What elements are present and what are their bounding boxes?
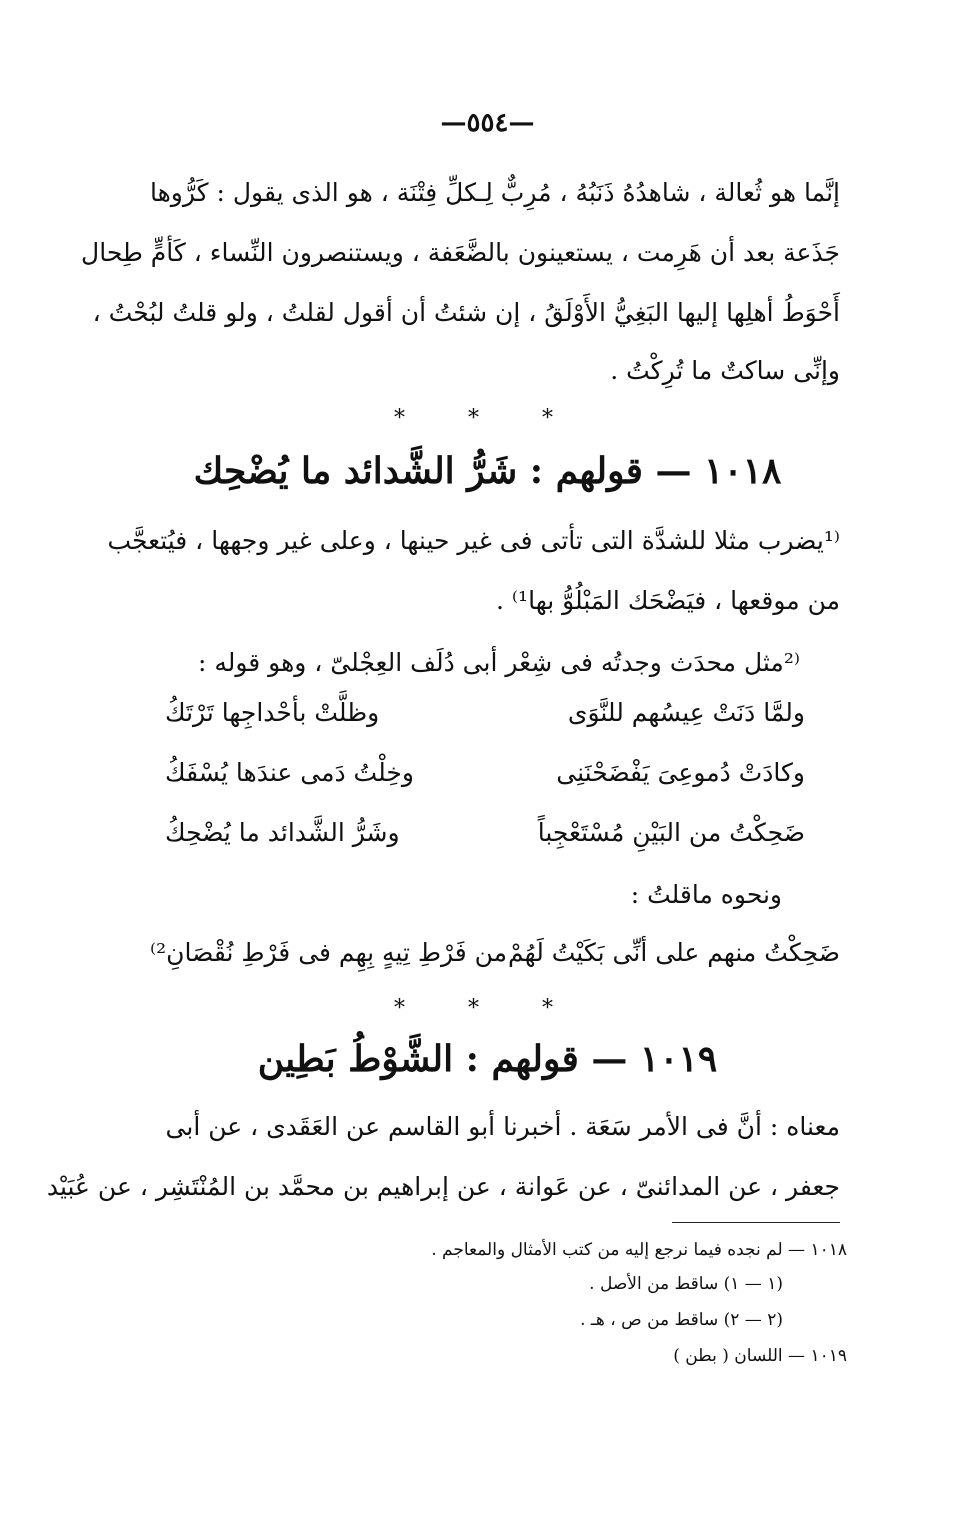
verse-second-hemistich: وخِلْتُ دَمى عندَها يُسْفَكُ xyxy=(165,758,414,787)
page-number: —٥٥٤— xyxy=(440,108,535,138)
text-line: جَذَعة بعد أن هَرِمت ، يستعينون بالضَّعَفة ، ويستنصرون النِّساء ، كَأمٍّ طِحال xyxy=(81,238,840,267)
footnote: ١٠١٨ — لم نجده فيما نرجع إليه من كتب الأمثال والمعاجم . xyxy=(431,1240,847,1260)
text-line: إنَّما هو ثُعالة ، شاهدُهُ ذَنَبُهُ ، مُرِبٌّ لِـكلِّ فِتْنَة ، هو الذى يقول : كَرُّوها xyxy=(149,178,840,207)
text-line: ⁽¹يضرب مثلا للشدَّة التى تأتى فى غير حينها ، وعلى غير وجهها ، فيُتعجَّب xyxy=(107,526,840,555)
text-line: ونحوه ماقلتُ : xyxy=(630,880,782,909)
intro-paragraph xyxy=(81,178,840,398)
verse-second-hemistich: وظلَّتْ بأحْداجِها تَرْتَكُ xyxy=(165,698,380,727)
verse-row xyxy=(165,818,805,862)
text-line: أَحْوَطُ أهلِها إليها البَغِيُّ الأَوْلَقُ ، إن شئتُ أن أقول لقلتُ ، ولو قلتُ لبُحْتُ ، xyxy=(92,298,840,327)
section-separator: * * * xyxy=(394,996,581,1021)
verse-first-hemistich: ولمَّا دَنَتْ عِيسُهم للنَّوَى xyxy=(567,698,805,727)
verse-first-hemistich: ضَحِكْتُ من البَيْنِ مُسْتَعْجِباً xyxy=(537,818,805,847)
section-1018-intro-line xyxy=(148,648,840,688)
footnote: (١ — ١) ساقط من الأصل . xyxy=(589,1274,783,1294)
text-line: معناه : أنَّ فى الأمر سَعَة . أخبرنا أبو القاسم عن العَقَدى ، عن أبى xyxy=(165,1112,840,1141)
verse-row-last xyxy=(150,938,840,982)
section-heading-1018: ١٠١٨ — قولهم : شَرُّ الشَّدائد ما يُضْحِك xyxy=(193,450,782,492)
footnote: ١٠١٩ — اللسان ( بطن ) xyxy=(673,1346,847,1366)
verse-second-hemistich: من فَرْطِ تِيهٍ بِهِم فى فَرْطِ نُقْصَانِ²⁾ xyxy=(150,938,508,967)
text-line: ⁽²مثل محدَث وجدتُه فى شِعْر أبى دُلَف العِجْلىّ ، وهو قوله : xyxy=(197,648,800,677)
similar-label xyxy=(148,880,840,920)
verse-first-hemistich: ضَحِكْتُ منهم على أنِّى بَكَيْتُ لَهُمْ xyxy=(508,938,840,967)
text-line: من موقعها ، فيَضْحَك المَبْلُوُّ بها¹⁾ . xyxy=(496,586,840,615)
verse-first-hemistich: وكادَتْ دُموعِىَ يَفْضَحْنَنِى xyxy=(556,758,805,787)
section-separator: * * * xyxy=(394,406,581,431)
text-line: وإنِّى ساكتٌ ما تُرِكْتُ . xyxy=(610,356,840,385)
verse-second-hemistich: وشَرُّ الشَّدائد ما يُضْحِكُ xyxy=(165,818,400,847)
verse-row xyxy=(165,698,805,742)
section-1018-description xyxy=(107,526,840,626)
verse-row xyxy=(165,758,805,802)
text-line: جعفر ، عن المدائنىّ ، عن عَوانة ، عن إبراهيم بن محمَّد بن المُنْتَشِر ، عن عُبَيْد xyxy=(46,1172,840,1201)
section-1019-paragraph xyxy=(46,1112,840,1212)
footnote-rule xyxy=(672,1222,840,1223)
footnote: (٢ — ٢) ساقط من ص ، هـ . xyxy=(580,1310,783,1330)
section-heading-1019: ١٠١٩ — قولهم : الشَّوْطُ بَطِين xyxy=(257,1038,718,1080)
